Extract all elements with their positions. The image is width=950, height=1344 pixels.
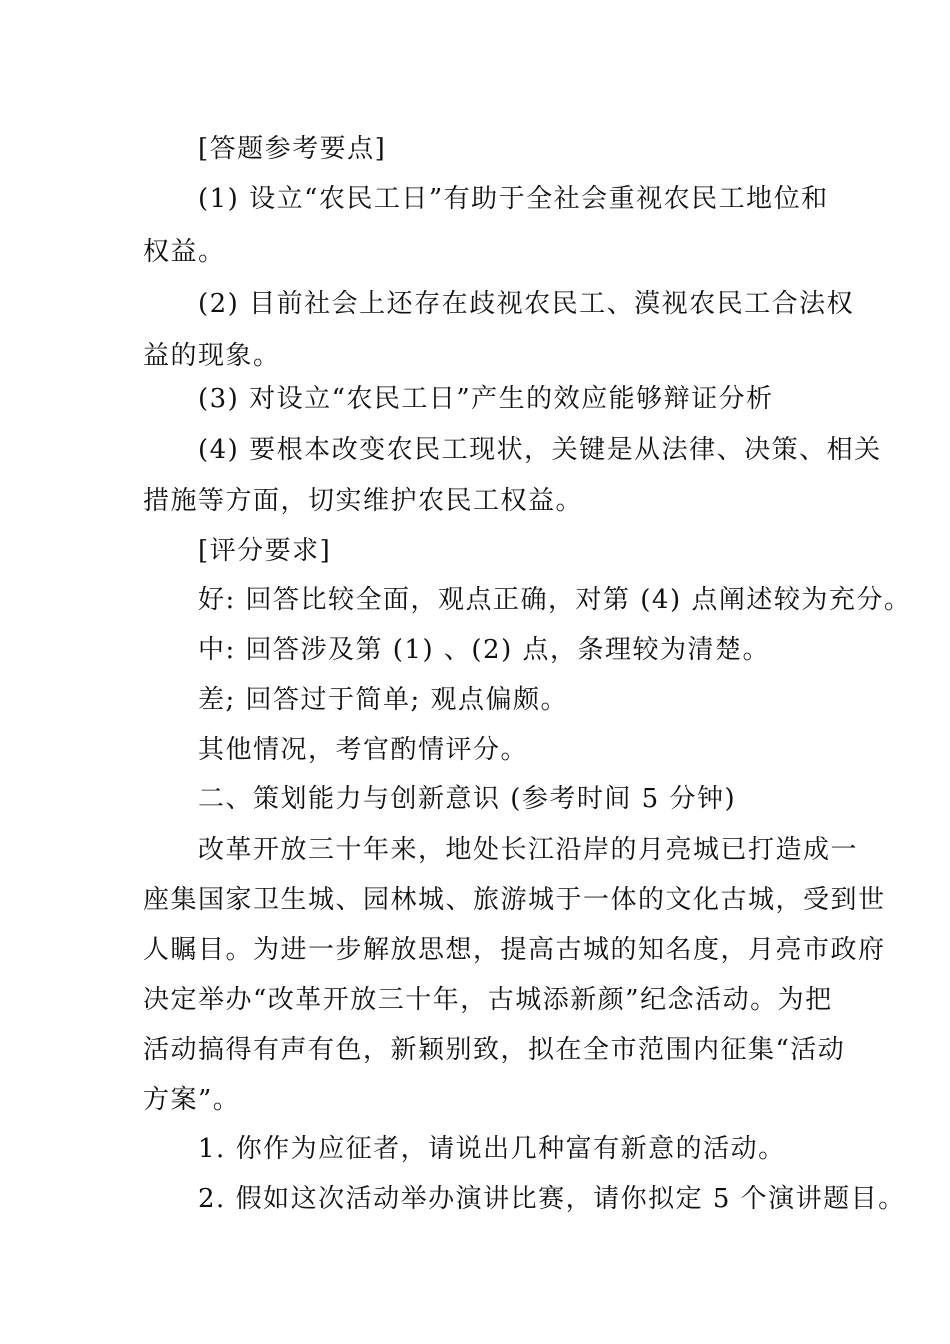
paragraph-line-5: 活动搞得有声有色，新颖别致，拟在全市范围内征集“活动: [143, 1035, 846, 1065]
answer-point-3: (3) 对设立“农民工日”产生的效应能够辩证分析: [198, 384, 774, 414]
scoring-item-medium: 中: 回答涉及第 (1) 、(2) 点，条理较为清楚。: [198, 635, 770, 665]
answer-point-4-line-1: (4) 要根本改变农民工现状，关键是从法律、决策、相关: [198, 435, 882, 465]
paragraph-line-6: 方案”。: [143, 1085, 241, 1115]
scoring-heading: [评分要求]: [198, 536, 332, 566]
answer-point-1-line-2: 权益。: [143, 237, 226, 267]
answer-heading: [答题参考要点]: [198, 134, 387, 164]
answer-point-4-line-2: 措施等方面，切实维护农民工权益。: [143, 486, 584, 516]
scoring-item-good: 好: 回答比较全面，观点正确，对第 (4) 点阐述较为充分。: [198, 585, 912, 615]
answer-point-2-line-1: (2) 目前社会上还存在歧视农民工、漠视农民工合法权: [198, 289, 855, 319]
paragraph-line-2: 座集国家卫生城、园林城、旅游城于一体的文化古城，受到世: [143, 885, 886, 915]
paragraph-line-4: 决定举办“改革开放三十年，古城添新颜”纪念活动。为把: [143, 985, 833, 1015]
question-2: 2. 假如这次活动举办演讲比赛，请你拟定 5 个演讲题目。: [198, 1184, 906, 1214]
paragraph-line-3: 人瞩目。为进一步解放思想，提高古城的知名度，月亮市政府: [143, 935, 886, 965]
paragraph-line-1: 改革开放三十年来，地处长江沿岸的月亮城已打造成一: [198, 835, 859, 865]
answer-point-2-line-2: 益的现象。: [143, 341, 281, 371]
scoring-item-poor: 差; 回答过于简单; 观点偏颇。: [198, 685, 569, 715]
question-1: 1. 你作为应征者，请说出几种富有新意的活动。: [198, 1134, 786, 1164]
answer-point-1-line-1: (1) 设立“农民工日”有助于全社会重视农民工地位和: [198, 184, 829, 214]
scoring-item-other: 其他情况，考官酌情评分。: [198, 735, 529, 765]
section-title: 二、策划能力与创新意识 (参考时间 5 分钟): [198, 784, 737, 814]
